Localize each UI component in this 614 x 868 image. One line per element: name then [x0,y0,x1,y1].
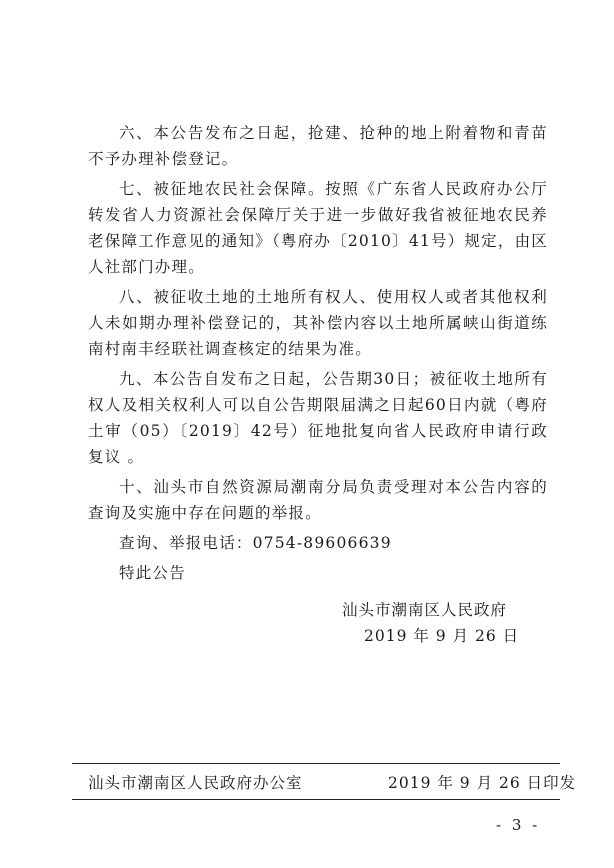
contact-phone: 查询、举报电话：0754-89606639 [119,534,392,552]
page-number: - 3 - [496,816,541,834]
footer-bottom-rule [72,799,560,800]
paragraph-seven: 七、被征地农民社会保障。按照《广东省人民政府办公厅转发省人力资源社会保障厅关于进一步做好我省被征地农民养老保障工作意见的通知》（粤府办〔2010〕41号）规定，由区人社部门办理。 [88,180,548,276]
document-body [88,120,548,586]
footer-top-rule [72,763,560,764]
footer-issue-date: 2019 年 9 月 26 日印发 [388,774,577,792]
paragraph-eight: 八、被征收土地的土地所有权人、使用权人或者其他权利人未如期办理补偿登记的，其补偿内容以土地所属峡山街道练南村南丰经联社调查核定的结果为准。 [88,288,548,358]
paragraph-nine: 九、本公告自发布之日起，公告期30日；被征收土地所有权人及相关权利人可以自公告期限届满之日起60日内就（粤府土审（05）〔2019〕42号）征地批复向省人民政府申请行政复议 。 [88,370,548,466]
closing-statement: 特此公告 [119,564,186,582]
paragraph-six: 六、本公告发布之日起，抢建、抢种的地上附着物和青苗不予办理补偿登记。 [88,124,548,168]
signature-date: 2019 年 9 月 26 日 [364,627,520,645]
footer-issuer: 汕头市潮南区人民政府办公室 [88,774,303,792]
signature-organization: 汕头市潮南区人民政府 [342,601,508,619]
paragraph-ten: 十、汕头市自然资源局潮南分局负责受理对本公告内容的查询及实施中存在问题的举报。 [88,478,548,522]
